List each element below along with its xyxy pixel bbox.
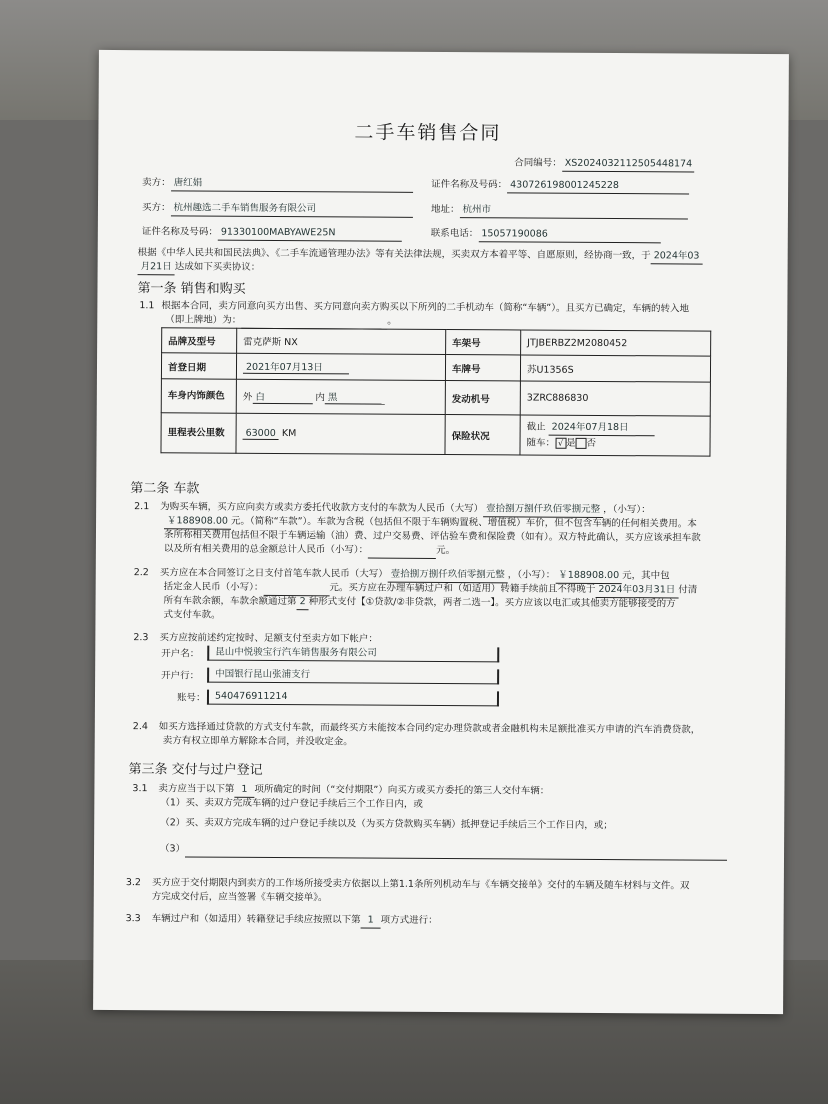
color-cell: 外 白 内 黑 [236,379,445,414]
brand-label: 品牌及型号 [162,328,237,353]
clause-2-3-text: 买方应按前述约定按时、足额支付至卖方如下帐户： [159,632,378,645]
buyer-address: 杭州市 [459,203,687,219]
insurance-label: 保险状况 [445,415,520,455]
interior-color: 黑 [325,389,385,404]
clause-2-2-number: 2.2 [133,567,149,579]
registration-date-cell [236,353,445,380]
clause-2-2-line-4: 式支付车款。 [163,609,221,621]
brand-value: 雷克萨斯 NX [237,328,446,354]
preamble-line-2: 月21日 达成如下买卖协议： [138,260,261,276]
mileage-cell: 63000 KM [236,413,445,454]
seller-id-row: 证件名称及号码： 430726198001245228 [431,178,689,195]
article-3-title: 第三条 交付与过户登记 [128,762,263,778]
clause-1-1-number: 1.1 [139,300,155,312]
contract-paper [93,50,789,1014]
clause-3-2-line-1: 买方应于交付期限内到卖方的工作场所接受卖方依据以上第1.1条所列机动车与《车辆交接单》交付的车辆及随车材料与文件。双 [151,877,690,892]
plate-value: 苏U1356S [520,355,710,382]
article-2-title: 第二条 车款 [130,481,200,497]
clause-2-1-line-2: ￥188908.00 元。（简称“车款”）。车款为含税（包括但不限于车辆购置税、增值税）车价，但不包含车辆的任何相关费用。本 [164,514,697,532]
vin-label: 车架号 [446,330,521,355]
bank-value: 中国银行昆山张浦支行 [207,668,499,685]
seller-id: 430726198001245228 [507,178,689,194]
clause-3-1-option-1: （1）买、卖双方完成车辆的过户登记手续后三个工作日内，或 [160,797,423,810]
seller-row: 卖方： 唐红娟 [142,176,413,193]
clause-2-4-line-1: 如买方选择通过贷款的方式支付车款，而最终买方未能按本合同约定办理贷款或者金融机构未足额批准买方申请的汽车消费贷款， [158,721,701,736]
account-number-label: 账号： [176,692,206,704]
registration-date-value: 2021年07月13日 [243,359,349,375]
buyer-phone: 15057190086 [478,227,660,243]
preamble-line-1: 根据《中华人民共和国民法典》、《二手车流通管理办法》等有关法律法规，买卖双方本着平等、自愿原则，经协商一致，于 2024年03 [138,246,703,264]
clause-3-1-option-2: （2）买、卖双方完成车辆的过户登记手续以及（为买方贷款购买车辆）抵押登记手续后三个工作日内，或； [160,817,613,832]
contract-number-value: XS2024032112505448174 [562,157,694,173]
mileage-label: 里程表公里数 [161,413,236,453]
clause-2-1-number: 2.1 [134,501,150,513]
insurance-date: 2024年07月18日 [549,420,655,437]
clause-2-4-number: 2.4 [132,721,148,733]
clause-2-1-line-1: 为购买车辆，买方应向卖方或卖方委托代收款方支付的车款为人民币（大写） 壹拾捌万捌仟玖佰零捌元整 ，（小写）： [160,500,651,518]
clause-2-1-line-4: 以及所有相关费用的总金额总计人民币（小写）： 元。 [164,542,455,559]
contract-number: 合同编号： XS2024032112505448174 [514,156,694,172]
buyer-cert: 91330100MABYAWE25N [218,226,402,242]
mileage-value: 63000 [243,427,279,439]
clause-3-2-line-2: 方完成交付后，应当签署《车辆交接单》。 [151,891,328,904]
account-number-value: 540476911214 [207,690,499,707]
exterior-color: 白 [252,389,312,404]
insurance-yes-checkbox[interactable]: √ [555,438,566,449]
engine-label: 发动机号 [445,381,520,415]
buyer-cert-row: 证件名称及号码： 91330100MABYAWE25N [142,225,402,242]
article-1-title: 第一条 销售和购买 [137,281,246,297]
clause-1-1-line-2: （即上牌地）为： 。 [165,313,397,329]
insurance-cell: 截止 2024年07月18日 随车： √ 是 否 [520,415,710,456]
account-name-value: 昆山中悦骏宝行汽车销售服务有限公司 [207,646,499,663]
insurance-no-checkbox[interactable] [576,438,587,449]
clause-3-2-number: 3.2 [125,877,141,889]
buyer-name: 杭州趣选二手车销售服务有限公司 [170,201,412,217]
plate-label: 车牌号 [445,355,520,381]
vin-value: JTJBERBZ2M2080452 [521,330,711,356]
clause-2-2-line-1: 买方应在本合同签订之日支付首笔车款人民币（大写） 壹拾捌万捌仟玖佰零捌元整 ，（小写）： ￥188908.00 元，其中包 [160,566,670,584]
clause-3-1-number: 3.1 [132,783,148,795]
clause-2-2-line-2: 括定金人民币（小写）： 元。买方应在办理车辆过户和（如适用）转籍手续前且不得晚于 2024年03月31日 付清 [164,580,698,598]
clause-3-1-option-3: （3） [160,842,727,860]
account-name-label: 开户名： [161,648,200,660]
color-label: 车身内饰颜色 [161,379,236,413]
buyer-phone-row: 联系电话： 15057190086 [431,227,661,243]
clause-2-1-line-3: 条所称相关费用包括但不限于车辆运输（油）费、过户交易费、评估验车费和保险费（如有）。双方特此确认，买方应该承担车款 [163,529,701,544]
clause-1-1-line-1: 根据本合同，卖方同意向买方出售、买方同意向卖方购买以下所列的二手机动车（简称“车辆”）。且买方已确定，车辆的转入地 [161,300,690,315]
clause-3-1-line-1: 卖方应当于以下第 1 项所确定的时间（“交付期限”）向买方或买方委托的第三人交付车辆： [158,783,550,797]
engine-value: 3ZRC886830 [520,381,710,416]
clause-3-3-number: 3.3 [125,913,141,925]
contract-title: 二手车销售合同 [354,121,502,145]
buyer-row: 买方： 杭州趣选二手车销售服务有限公司 [142,201,413,218]
clause-2-3-number: 2.3 [133,632,149,644]
clause-2-4-line-2: 卖方有权立即单方解除本合同，并没收定金。 [162,735,353,748]
clause-3-3-text: 车辆过户和（如适用）转籍登记手续应按照以下第 1 项方式进行： [152,912,438,929]
registration-date-label: 首登日期 [161,353,236,379]
clause-2-2-line-3: 所有车款余额，车款余额通过第 2 种形式支付【①贷款/②非贷款，两者二选一】。买方应该以电汇或其他卖方能够接受的方 [163,595,676,610]
seller-name: 唐红娟 [171,176,413,192]
vehicle-info-table [160,327,711,456]
buyer-address-row: 地址： 杭州市 [431,203,688,220]
bank-label: 开户行： [161,670,200,682]
